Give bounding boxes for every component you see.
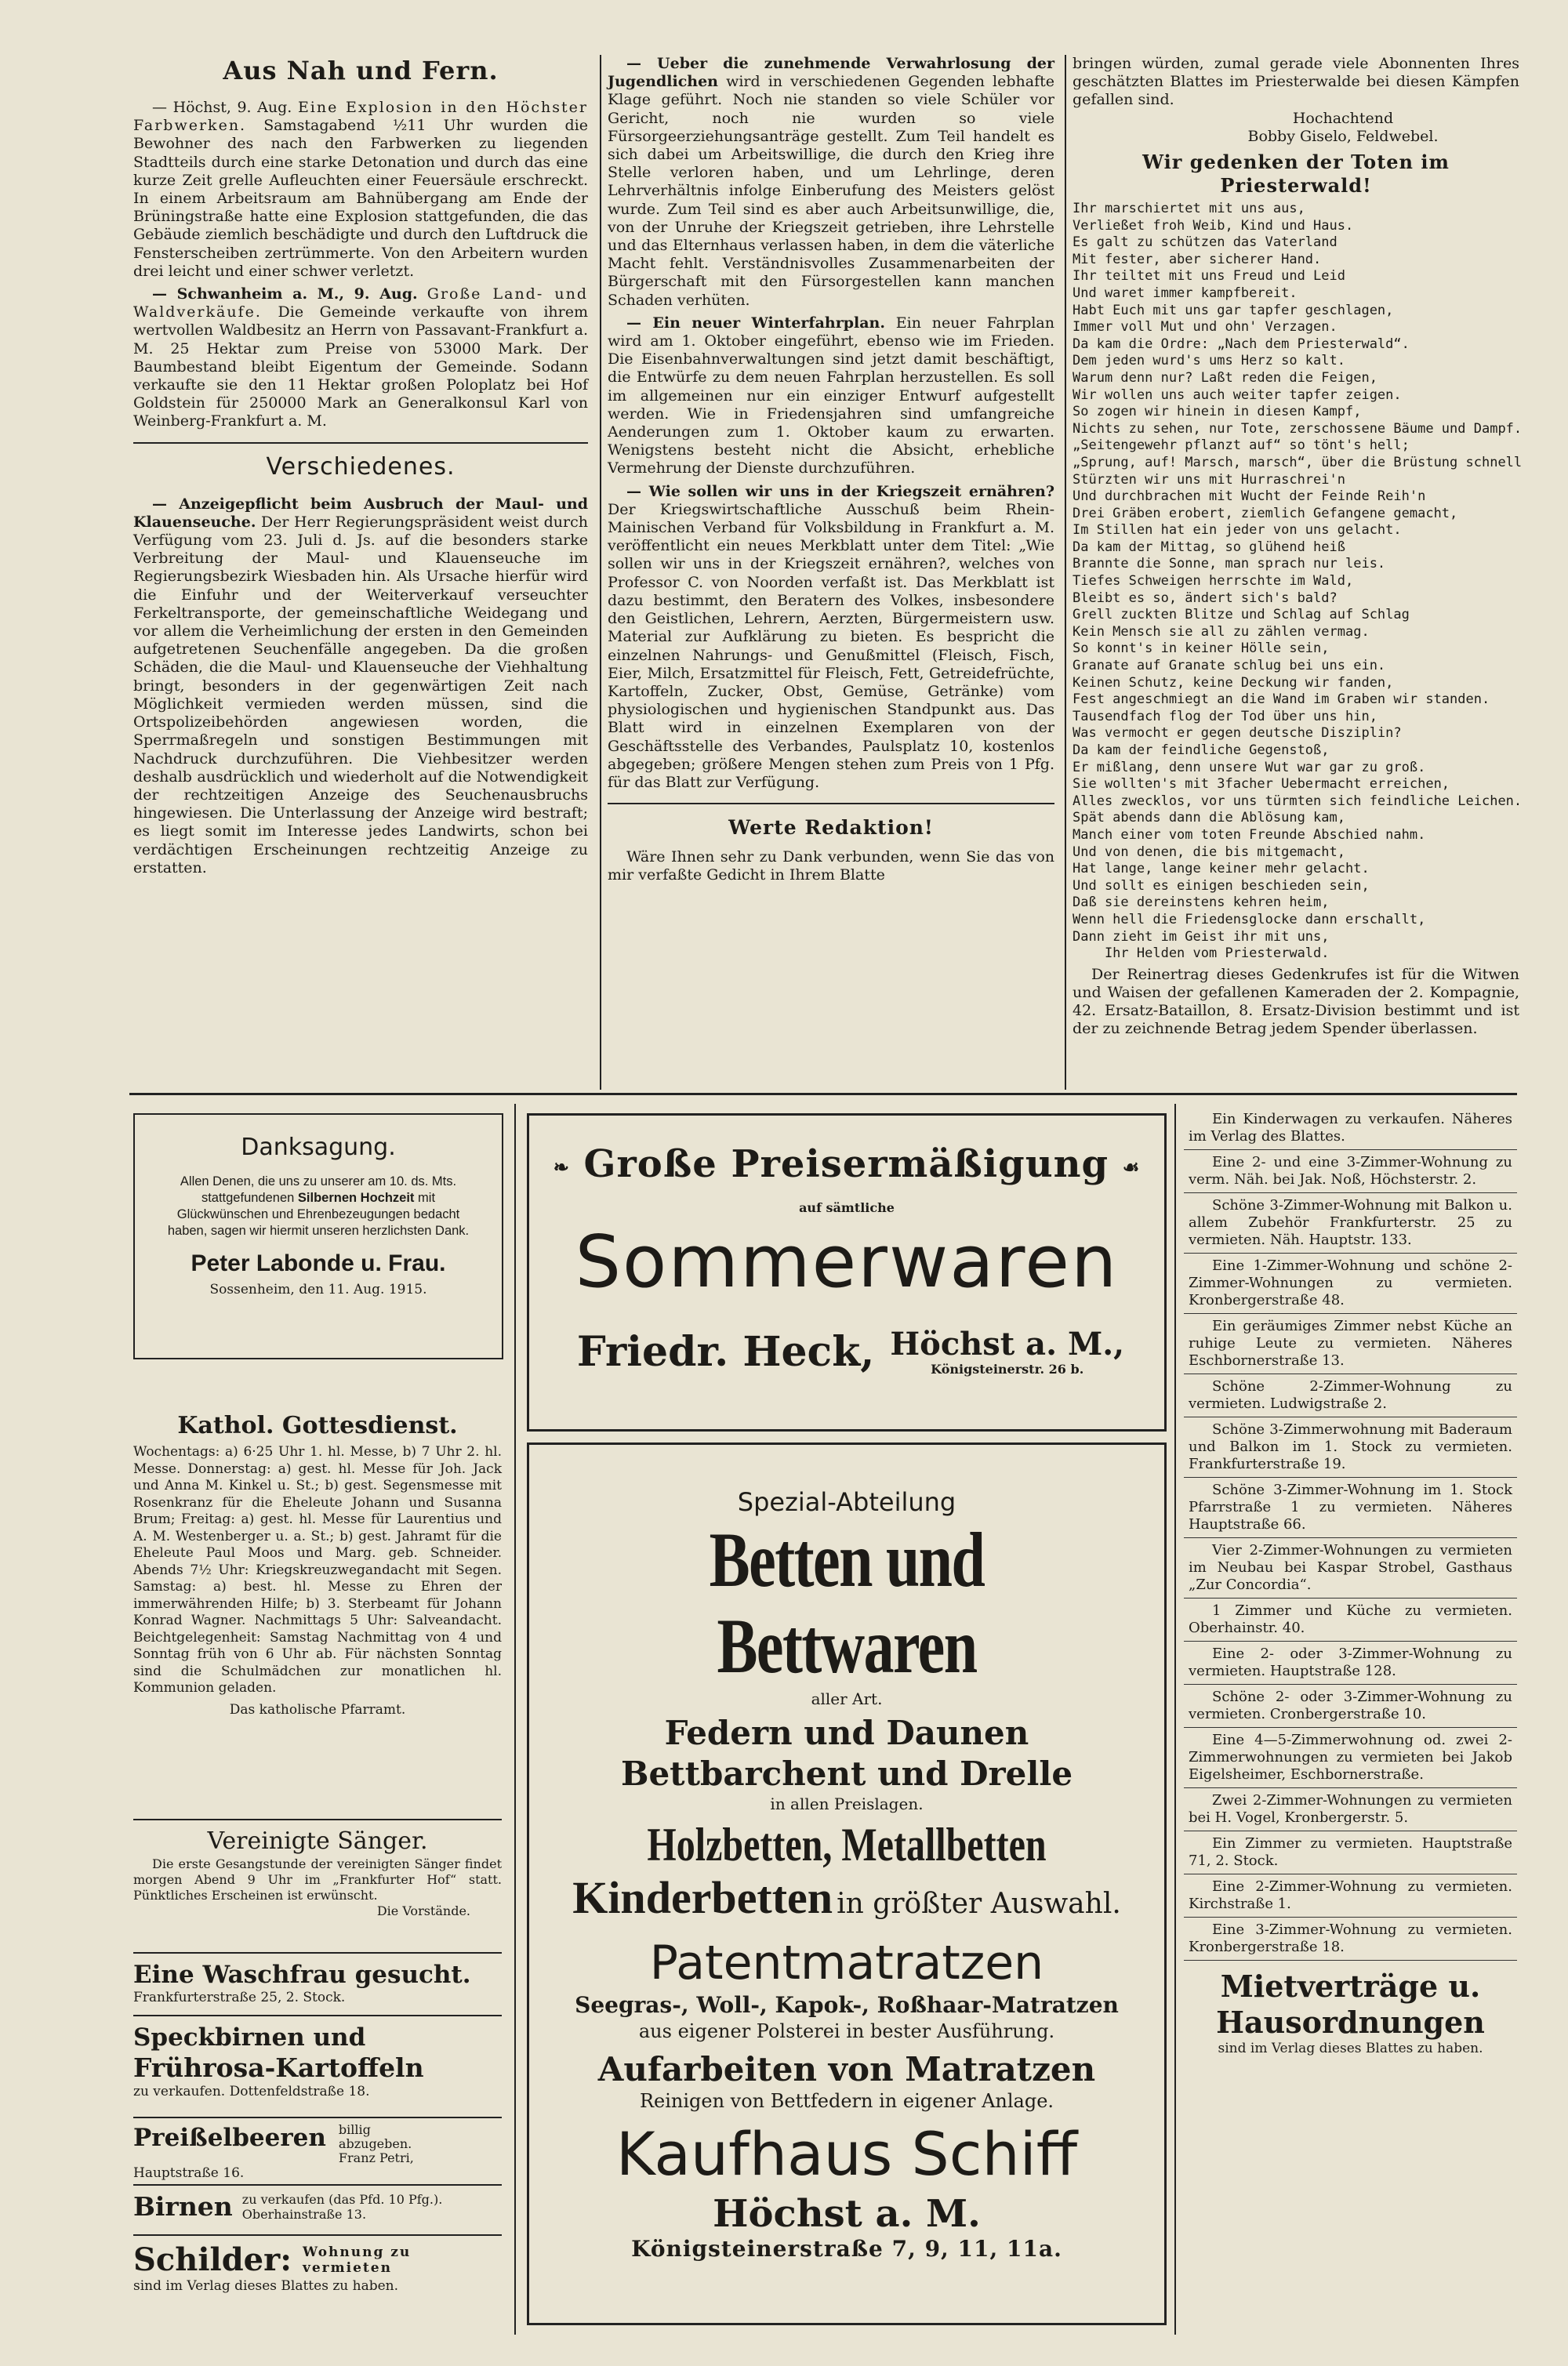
ad-line: Spezial-Abteilung: [737, 1487, 956, 1517]
poem-title: Wir gedenken der Toten im Priesterwald!: [1142, 151, 1450, 198]
divider: [133, 2117, 502, 2118]
column-news-2: [608, 55, 1054, 885]
classified-text: Eine 2- und eine 3-Zimmer-Wohnung zu verm. Näh. bei Jak. Noß, Höchsterstr. 2.: [1189, 1154, 1512, 1188]
schilder-ad: [133, 2242, 502, 2294]
classified-text: Ein Kinderwagen zu verkaufen. Näheres im Verlag des Blattes.: [1189, 1111, 1512, 1145]
letter-text: bringen würden, zumal gerade viele Abonnenten Ihres geschätzten Blattes im Priesterwalde bei diesen Kämpfen gefallen sind.: [1073, 55, 1519, 109]
classified-text: Ein geräumiges Zimmer nebst Küche an ruhige Leute zu vermieten. Näheres Eschbornerstraße 13.: [1189, 1318, 1512, 1369]
ad-title: Schilder:: [133, 2241, 292, 2278]
divider: [133, 1819, 502, 1820]
classified-text: Zwei 2-Zimmer-Wohnungen zu vermieten bei H. Vogel, Kronbergerstr. 5.: [1189, 1792, 1512, 1826]
section-heading: Aus Nah und Fern.: [223, 56, 499, 85]
article: — Ein neuer Winterfahrplan. Ein neuer Fahrplan wird am 1. Oktober eingeführt, ebenso wie im Frieden. Die Eisenbahnverwaltungen sind jetzt damit beschäftigt, die Entwürfe zu dem neuen Fahrplan herzustellen. Es soll im allgemeinen nur ein einziger Entwurf aufgestellt werden. Wie in Friedensjahren sind umfangreiche Aenderungen zum 1. Oktober kaum zu erwarten. Wenigstens besteht nicht die Absicht, erhebliche Vermehrung der Dienste durchzuführen.: [608, 314, 1054, 477]
classified-ad: [1184, 1831, 1517, 1874]
ad-headline: Sommerwaren: [575, 1220, 1119, 1304]
ad-title: Birnen: [133, 2191, 233, 2222]
article: — Schwanheim a. M., 9. Aug. Große Land- und Waldverkäufe. Die Gemeinde verkaufte von ihrem wertvollen Waldbesitz an Herrn von Passavant-Frankfurt a. M. 25 Hektar zum Preise von 53000 Mark. Der Baumbestand bleibt Eigentum der Gemeinde. Sodann verkaufte sie den 11 Hektar großen Poloplatz bei Hof Goldstein für 250000 Mark an Generalkonsul Karl von Weinberg-Frankfurt a. M.: [133, 285, 588, 430]
article: — Höchst, 9. Aug. Eine Explosion in den Höchster Farbwerken. Samstagabend ½11 Uhr wurden die Bewohner des nach den Farbwerken zu liegenden Stadtteils durch eine starke Detonation und durch das eine kurze Zeit grelle Aufleuchten einer Feuersäule erschreckt. In einem Arbeitsraum am Bahnübergang am Ende der Brüningstraße hatte eine Explosion stattgefunden, die das Gebäude ziemlich beschädigte und durch den Luftdruck die Fensterscheiben zertrümmerte. Von den Arbeitern wurden drei leicht und einer schwer verletzt.: [133, 99, 589, 280]
divider: [608, 803, 1054, 804]
classified-ad: [1184, 1314, 1517, 1374]
classified-ad: [1184, 1788, 1517, 1831]
ad-line: aus eigener Polsterei in bester Ausführung.: [638, 2020, 1055, 2042]
heck-ad: [527, 1113, 1167, 1432]
ad-text: sind im Verlag dieses Blattes zu haben.: [1218, 2041, 1483, 2056]
classifieds-list: [1184, 1107, 1517, 1961]
classified-ad: [1184, 1150, 1517, 1193]
classified-text: Schöne 3-Zimmer-Wohnung im 1. Stock Pfarrstraße 1 zu vermieten. Näheres Hauptstraße 66.: [1189, 1482, 1512, 1533]
classified-ad: [1184, 1599, 1517, 1642]
letter-text: Wäre Ihnen sehr zu Dank verbunden, wenn Sie das von mir verfaßte Gedicht in Ihrem Blatte: [608, 848, 1054, 884]
ad-side-text: Wohnung zu vermieten: [302, 2244, 412, 2276]
ad-line: Bettbarchent und Drelle: [620, 1755, 1073, 1793]
column-divider: [1174, 1104, 1176, 2335]
ad-text: sind im Verlag dieses Blattes zu haben.: [133, 2278, 399, 2294]
ad-title: Preißelbeeren: [133, 2124, 326, 2152]
ad-title: Mietverträge u.: [1220, 1969, 1481, 2004]
ad-line: Höchst a. M.: [713, 2192, 981, 2236]
classified-text: Ein Zimmer zu vermieten. Hauptstraße 71, 2. Stock.: [1189, 1835, 1512, 1869]
section-heading: Verschiedenes.: [266, 452, 456, 481]
ad-text: Die erste Gesangstunde der vereinigten Sänger findet morgen Abend 9 Uhr im „Frankfurter Hof“ statt. Pünktliches Erscheinen ist erwünscht.: [133, 1856, 502, 1903]
section-divider: [129, 1093, 1517, 1095]
divider: [133, 442, 588, 444]
ad-content: [529, 1445, 1164, 2262]
column-divider: [1065, 55, 1066, 1090]
ad-line: Aufarbeiten von Matratzen: [597, 2050, 1096, 2088]
column-news-1: [133, 55, 588, 877]
firm-place: Höchst a. M.,: [890, 1326, 1125, 1363]
ad-name: Peter Labonde u. Frau.: [191, 1250, 446, 1276]
ad-text: zu verkaufen. Dottenfeldstraße 18.: [133, 2084, 370, 2099]
ad-line: aller Art.: [811, 1689, 883, 1708]
ad-line: Federn und Daunen: [664, 1714, 1029, 1752]
ad-line: [529, 1873, 1164, 1934]
classified-ad: [1184, 1685, 1517, 1728]
schiff-ad: [527, 1442, 1167, 2325]
classified-ad: [1184, 1107, 1517, 1150]
classified-ad: [1184, 1374, 1517, 1417]
article: Der Reinertrag dieses Gedenkrufes ist für die Witwen und Waisen der gefallenen Kameraden der 2. Kompagnie, 42. Ersatz-Bataillon, 8. Ersatz-Division bestimmt und ist der zu zeichnende Betrag jedem Spender überlassen.: [1073, 965, 1519, 1038]
ad-text: Frankfurterstraße 25, 2. Stock.: [133, 1990, 346, 2005]
firm-street: Königsteinerstr. 26 b.: [931, 1362, 1084, 1377]
classified-ad: [1184, 1478, 1517, 1538]
ad-title: Danksagung.: [241, 1134, 396, 1161]
ad-line: Reinigen von Bettfedern in eigener Anlage.: [639, 2090, 1054, 2112]
classified-ad: [1184, 1193, 1517, 1254]
letter-greeting: Hochachtend: [1292, 109, 1394, 127]
classified-ad: [1184, 1254, 1517, 1314]
ad-title: Vereinigte Sänger.: [207, 1827, 428, 1855]
letter-signature: Bobby Giselo, Feldwebel.: [1247, 127, 1439, 145]
classified-text: Eine 2- oder 3-Zimmer-Wohnung zu vermieten. Hauptstraße 128.: [1189, 1646, 1512, 1679]
letter-heading: Werte Redaktion!: [728, 816, 934, 840]
ad-line: Seegras-, Woll-, Kapok-, Roßhaar-Matratzen: [575, 1992, 1119, 2018]
classifieds-column: [1184, 1107, 1517, 2056]
ad-line-bold: Kinderbetten: [572, 1872, 833, 1923]
divider: [133, 1952, 502, 1954]
ad-headline: Kaufhaus Schiff: [615, 2119, 1078, 2189]
classified-text: Eine 1-Zimmer-Wohnung und schöne 2-Zimmer-Wohnungen zu vermieten. Kronbergerstraße 48.: [1189, 1257, 1512, 1308]
ad-firm: [561, 1327, 1141, 1377]
ad-line: Königsteinerstraße 7, 9, 11, 11a.: [631, 2236, 1062, 2262]
waschfrau-ad: [133, 1960, 502, 2005]
firm-name: Friedr. Heck,: [576, 1328, 875, 1376]
article: — Wie sollen wir uns in der Kriegszeit ernähren? Der Kriegswirtschaftliche Ausschuß beim Rhein-Mainischen Verband für Volksbildung in Frankfurt a. M. veröffentlicht ein neues Merkblatt unter dem Titel: „Wie sollen wir uns in der Kriegszeit ernähren?, welches von Professor C. von Noorden verfaßt ist. Das Merkblatt ist dazu bestimmt, den Beratern des Volkes, insbesondere den Geistlichen, Lehrern, Aerzten, Bürgermeistern usw. Material zur Aufklärung zu bieten. Es bespricht die einzelnen Nahrungs- und Genußmittel (Fleisch, Fisch, Eier, Milch, Ersatzmittel für Fleisch, Fett, Getreidefrüchte, Kartoffeln, Zucker, Obst, Gemüse, Getränke) vom physiologischen und hygienischen Standpunkt aus. Das Blatt wird in einzelnen Exemplaren von der Geschäftsstelle des Verbandes, Paulsplatz 10, kostenlos abgegeben; größere Mengen stehen zum Preis von 1 Pfg. für das Blatt zur Verfügung.: [608, 482, 1054, 791]
ad-sign: Die Vorstände.: [376, 1903, 470, 1918]
ad-title: ❧ Große Preisermäßigung ☙: [553, 1142, 1141, 1186]
ad-title: Eine Waschfrau gesucht.: [133, 1961, 471, 1989]
preisselbeeren-ad: [133, 2123, 502, 2181]
ad-side-text: billig abzugeben. Franz Petri,: [338, 2122, 414, 2165]
ad-line-normal: in größter Auswahl.: [837, 1888, 1121, 1920]
classified-text: Eine 4—5-Zimmerwohnung od. zwei 2-Zimmerwohnungen zu vermieten bei Jakob Eigelsheimer, Eschbornerstraße.: [1189, 1732, 1512, 1783]
column-news-3: [1073, 55, 1523, 1039]
ad-headline: Betten und Bettwaren: [709, 1516, 985, 1689]
ad-line: in allen Preislagen.: [770, 1794, 924, 1813]
classified-ad: [1184, 1918, 1517, 1961]
ad-subtitle: auf sämtliche: [799, 1200, 895, 1215]
poem-text: Ihr marschiertet mit uns aus, Verließet froh Weib, Kind und Haus. Es galt zu schützen das Vaterland Mit fester, aber sicherer Hand. Ihr teiltet mit uns Freud und Leid Und waret immer kampfbereit. Habt Euch mit uns gar tapfer geschlagen, Immer voll Mut und ohn' Verzagen. Da kam die Ordre: „Nach dem Priesterwald“. Dem jeden wurd's ums Herz so kalt. Warum denn nur? Laßt reden die Feigen, Wir wollen uns auch weiter tapfer zeigen. So zogen wir hinein in diesen Kampf, Nichts zu sehen, nur Tote, zerschossene Bäume und Dampf. „Seitengewehr pflanzt auf“ so tönt's hell; „Sprung, auf! Marsch, marsch“, über die Brüstung schnell Stürzten wir uns mit Hurraschrei'n Und durchbrachen mit Wucht der Feinde Reih'n Drei Gräben erobert, ziemlich Gefangene gemacht, Im Stillen hat ein jeder von uns gelacht. Da kam der Mittag, so glühend heiß Brannte die Sonne, man sprach nur leis. Tiefes Schweigen herrschte im Wald, Bleibt es so, ändert sich's bald? Grell zuckten Blitze und Schlag auf Schlag Kein Mensch sie all zu zählen vermag. So konnt's in keiner Hölle sein, Granate auf Granate schlug bei uns ein. Keinen Schutz, keine Deckung wir fanden, Fest angeschmiegt an die Wand im Graben wir standen. Tausendfach flog der Tod über uns hin, Was vermocht er gegen deutsche Disziplin? Da kam der feindliche Gegenstoß, Er mißlang, denn unsere Wut war gar zu groß. Sie wollten's mit 3facher Uebermacht erreichen, Alles zwecklos, vor uns türmten sich feindliche Leichen. Spät abends dann die Ablösung kam, Manch einer vom toten Freunde Abschied nahm. Und von denen, die bis mitgemacht, Hat lange, lange keiner mehr gelacht. Und sollt es einigen beschieden sein, Daß sie dereinstens kehren heim, Wenn hell die Friedensglocke dann erschallt, Dann zieht im Geist ihr mit uns, Ihr Helden vom Priesterwald.: [1073, 201, 1523, 962]
article: — Ueber die zunehmende Verwahrlosung der Jugendlichen wird in verschiedenen Gegenden lebhafte Klage geführt. Noch nie standen so viele Schüler vor Gericht, noch nie wurden so viele Fürsorgeerziehungsanträge gestellt. Zum Teil handelt es sich dabei um Arbeitswillige, die durch den Krieg ihre Stelle verloren haben, und um Lehrlinge, deren Lehrverhältnis infolge Einberufung des Meisters gelöst wurde. Zum Teil sind es aber auch Arbeitsunwillige, die, von der Unruhe der Kriegszeit getrieben, ihre Lehrstelle und das Elternhaus verlassen haben, in dem die väterliche Macht fehlt. Verständnisvolles Zusammenarbeiten der Bürgerschaft mit den Fürsorgestellen kann manchen Schaden verhüten.: [608, 55, 1054, 309]
gottesdienst-ad: [133, 1411, 502, 1718]
ad-line: Holzbetten, Metallbetten: [647, 1819, 1047, 1871]
classified-text: 1 Zimmer und Küche zu vermieten. Oberhainstr. 40.: [1189, 1602, 1512, 1636]
classified-ad: [1184, 1642, 1517, 1685]
divider: [133, 2015, 502, 2016]
classified-text: Eine 3-Zimmer-Wohnung zu vermieten. Kronbergerstraße 18.: [1189, 1921, 1512, 1955]
ad-text: Allen Denen, die uns zu unserer am 10. ds. Mts. stattgefundenen Silbernen Hochzeit mit Glückwünschen und Ehrenbezeugungen bedacht haben, sagen wir hiermit unseren herzlichsten Dank.: [167, 1174, 470, 1238]
saenger-ad: [133, 1827, 502, 1919]
speckbirnen-ad: [133, 2023, 502, 2099]
ad-title: Kathol. Gottesdienst.: [177, 1412, 458, 1439]
ornament-icon: ☙: [1122, 1156, 1141, 1178]
classified-text: Eine 2-Zimmer-Wohnung zu vermieten. Kirchstraße 1.: [1189, 1878, 1512, 1912]
birnen-ad: [133, 2191, 502, 2223]
divider: [133, 2184, 502, 2186]
classified-text: Schöne 3-Zimmer-Wohnung mit Balkon u. allem Zubehör Frankfurterstr. 25 zu vermieten. Näh. Hauptstr. 133.: [1189, 1197, 1512, 1248]
firm-address: [890, 1327, 1124, 1377]
article: — Anzeigepflicht beim Ausbruch der Maul- und Klauenseuche. Der Herr Regierungspräsident weist durch Verfügung vom 23. Juli d. Js. auf die besonders starke Verbreitung der Maul- und Klauenseuche im Regierungsbezirk Wiesbaden hin. Als Ursache hierfür wird die Einfuhr und der Weiterverkauf verseuchter Ferkeltransporte, der gemeinschaftliche Weidegang und vor allem die Verheimlichung der ersten in den Gemeinden aufgetretenen Seuchenfälle angegeben. Da die großen Schäden, die die Maul- und Klauenseuche der Viehhaltung bringt, besonders in der gegenwärtigen Zeit nach Möglichkeit vermieden werden müssen, sind die Ortspolizeibehörden angewiesen worden, die Sperrmaßregeln und sonstigen Bestimmungen mit Nachdruck durchzuführen. Die Viehbesitzer werden deshalb ausdrücklich und wiederholt auf die Notwendigkeit der rechtzeitigen Anzeige des Seuchenausbruchs hingewiesen. Die Unterlassung der Anzeige wird bestraft; es liegt somit im Interesse jedes Landwirts, schon bei verdächtigen Erscheinungen rechtzeitig Anzeige zu erstatten.: [133, 495, 588, 876]
classified-ad: [1184, 1538, 1517, 1599]
column-divider: [600, 55, 601, 1090]
classified-text: Schöne 2-Zimmer-Wohnung zu vermieten. Ludwigstraße 2.: [1189, 1378, 1512, 1412]
danksagung-ad: [133, 1113, 503, 1359]
ad-title: Hausordnungen: [1216, 2005, 1485, 2040]
mietvertraege-ad: [1184, 1969, 1517, 2056]
classified-text: Schöne 3-Zimmerwohnung mit Baderaum und Balkon im 1. Stock zu vermieten. Frankfurterstraße 19.: [1189, 1421, 1512, 1472]
classified-ad: [1184, 1874, 1517, 1918]
classified-text: Vier 2-Zimmer-Wohnungen zu vermieten im Neubau bei Kaspar Strobel, Gasthaus „Zur Concordia“.: [1189, 1542, 1512, 1593]
ornament-icon: ❧: [553, 1156, 570, 1178]
ad-line: Patentmatratzen: [649, 1936, 1044, 1990]
classified-ad: [1184, 1728, 1517, 1788]
classified-ad: [1184, 1417, 1517, 1478]
ad-text: zu verkaufen (das Pfd. 10 Pfg.). Oberhainstraße 13.: [241, 2192, 443, 2222]
ad-place-date: Sossenheim, den 11. Aug. 1915.: [209, 1282, 427, 1297]
ad-text: Hauptstraße 16.: [133, 2165, 245, 2181]
column-divider: [514, 1104, 516, 2335]
classified-text: Schöne 2- oder 3-Zimmer-Wohnung zu vermieten. Cronbergerstraße 10.: [1189, 1689, 1512, 1722]
ad-title: Frührosa-Kartoffeln: [133, 2052, 424, 2083]
ad-sign: Das katholische Pfarramt.: [229, 1701, 406, 1718]
divider: [133, 2234, 502, 2236]
ad-title: Speckbirnen und: [133, 2023, 366, 2052]
ad-text: Wochentags: a) 6·25 Uhr 1. hl. Messe, b) 7 Uhr 2. hl. Messe. Donnerstag: a) gest. hl. Messe für Joh. Jack und Anna M. Kinkel u. St.; b) gest. Segensmesse mit Rosenkranz für die Eheleute Johann und Susanna Brum; Freitag: a) gest. hl. Messe für Laurentius und A. M. Westenberger u. a. St.; b) gest. Jahramt für die Eheleute Paul Moos und Marg. geb. Schneider. Abends 7½ Uhr: Kriegskreuzwegandacht mit Segen. Samstag: a) best. hl. Messe zu Ehren der immerwährenden Hilfe; b) 3. Sterbeamt für Johann Konrad Wagner. Nachmittags 5 Uhr: Salveandacht. Beichtgelegenheit: Samstag Nachmittag von 4 und Sonntag früh von 6 Uhr ab. Für nächsten Sonntag sind die Schulmädchen zur monatlichen hl. Kommunion geladen.: [133, 1444, 502, 1696]
